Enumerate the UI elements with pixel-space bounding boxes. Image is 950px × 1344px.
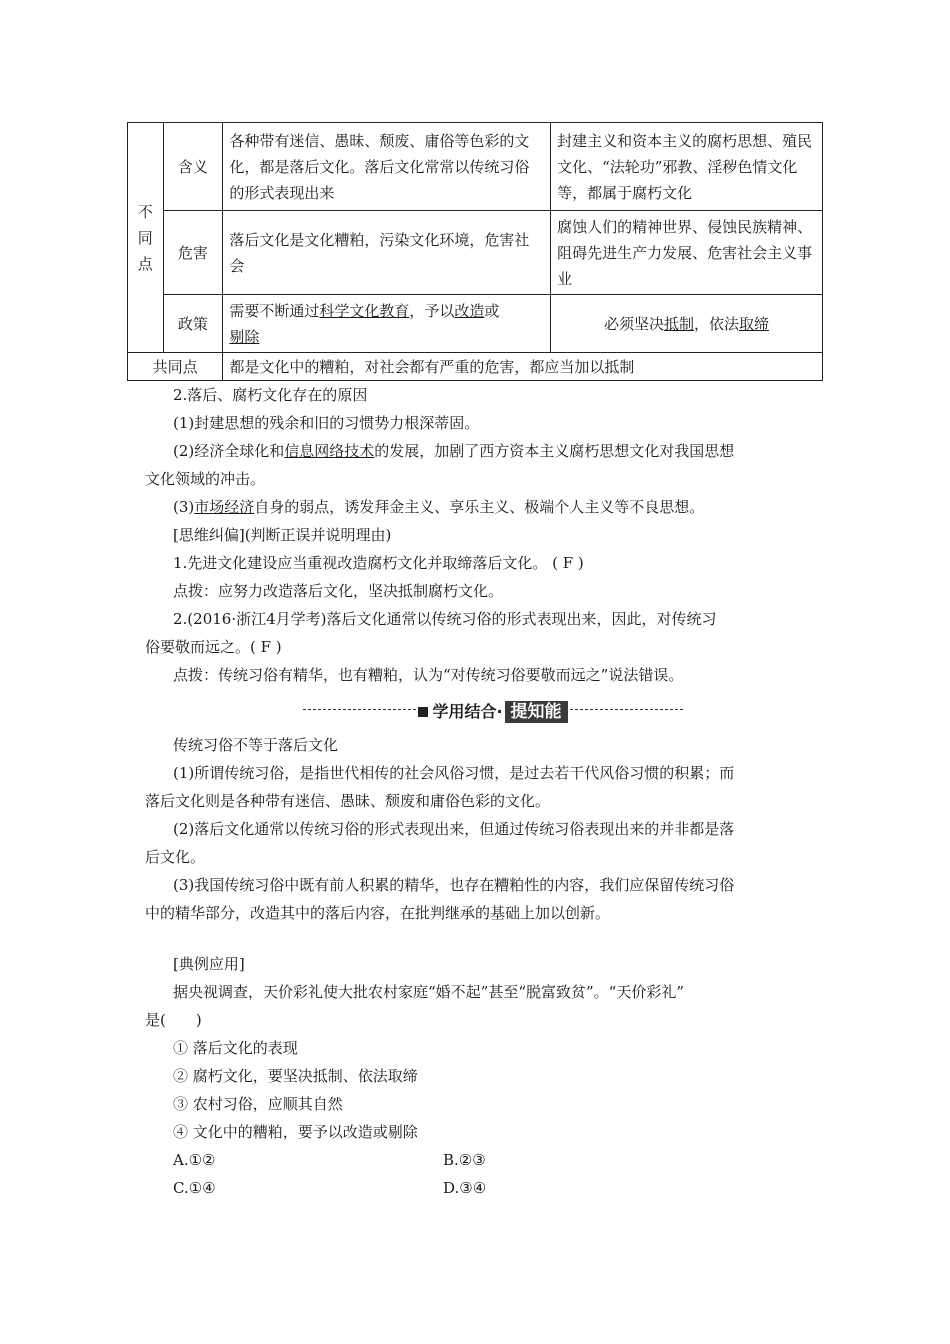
row-label-harm: 危害 (163, 211, 223, 295)
section-title: 学用结合· 提知能 (416, 697, 569, 722)
customs-point-2-continued: 后文化。 (145, 848, 206, 866)
judge-answer-2: 点拨：传统习俗有精华，也有糟粕，认为“对传统习俗要敬而远之”说法错误。 (173, 666, 684, 684)
comparison-table (127, 122, 823, 381)
backward-culture-policy: 需要不断通过科学文化教育，予以改造或 剔除 (223, 295, 551, 353)
customs-point-3-continued: 中的精华部分，改造其中的落后内容，在批判继承的基础上加以创新。 (145, 904, 611, 922)
example-stem: 据央视调查，天价彩礼使大批农村家庭“婚不起”甚至“脱富致贫”。“天价彩礼” (173, 983, 685, 1001)
section-badge: 提知能 (505, 701, 568, 723)
example-item-3: ③ 农村习俗，应顺其自然 (173, 1095, 343, 1113)
group-label-different: 不 同 点 (128, 123, 164, 353)
table-row (128, 353, 823, 381)
table-row (128, 211, 823, 295)
backward-culture-meaning: 各种带有迷信、愚昧、颓废、庸俗等色彩的文化，都是落后文化。落后文化常常以传统习俗的形式表现出来 (223, 123, 551, 211)
common-label: 共同点 (128, 353, 223, 381)
row-label-meaning: 含义 (163, 123, 223, 211)
example-item-2: ② 腐朽文化，要坚决抵制、依法取缔 (173, 1067, 418, 1085)
customs-point-1: (1)所谓传统习俗，是指世代相传的社会风俗习惯，是过去若干代风俗习惯的积累；而 (173, 764, 735, 782)
option-a: A.①② (173, 1151, 216, 1169)
customs-heading: 传统习俗不等于落后文化 (173, 736, 339, 754)
table-row (128, 123, 823, 211)
customs-point-2: (2)落后文化通常以传统习俗的形式表现出来，但通过传统习俗表现出来的并非都是落 (173, 820, 735, 838)
judge-question-2-continued: 俗要敬而远之。( F ) (145, 638, 282, 656)
customs-point-1-continued: 落后文化则是各种带有迷信、愚昧、颓废和庸俗色彩的文化。 (145, 792, 551, 810)
common-text: 都是文化中的糟粕，对社会都有严重的危害，都应当加以抵制 (223, 353, 823, 381)
decadent-culture-meaning: 封建主义和资本主义的腐朽思想、殖民文化、“法轮功”邪教、淫秽色情文化等，都属于腐朽文化 (551, 123, 823, 211)
reason-2-continued: 文化领域的冲击。 (145, 470, 266, 488)
decadent-culture-harm: 腐蚀人们的精神世界、侵蚀民族精神、阻碍先进生产力发展、危害社会主义事业 (551, 211, 823, 295)
section-divider (303, 694, 683, 724)
reason-3: (3)市场经济自身的弱点，诱发拜金主义、享乐主义、极端个人主义等不良思想。 (173, 498, 705, 516)
customs-point-3: (3)我国传统习俗中既有前人积累的精华，也存在糟粕性的内容，我们应保留传统习俗 (173, 876, 735, 894)
example-item-1: ① 落后文化的表现 (173, 1039, 298, 1057)
row-label-policy: 政策 (163, 295, 223, 353)
option-d: D.③④ (443, 1179, 487, 1197)
table-row (128, 295, 823, 353)
judge-question-1: 1.先进文化建设应当重视改造腐朽文化并取缔落后文化。 ( F ) (173, 554, 584, 572)
reasons-heading: 2.落后、腐朽文化存在的原因 (173, 386, 368, 404)
example-item-4: ④ 文化中的糟粕，要予以改造或剔除 (173, 1123, 418, 1141)
option-b: B.②③ (443, 1151, 486, 1169)
divider-line-right (570, 709, 683, 710)
judge-heading: [思维纠偏](判断正误并说明理由) (173, 526, 392, 544)
square-bullet-icon (418, 707, 428, 717)
decadent-culture-policy: 必须坚决抵制，依法取缔 (551, 295, 823, 353)
divider-line-left (303, 709, 416, 710)
judge-question-2: 2.(2016·浙江4月学考)落后文化通常以传统习俗的形式表现出来，因此，对传统习 (173, 610, 717, 628)
backward-culture-harm: 落后文化是文化糟粕，污染文化环境，危害社会 (223, 211, 551, 295)
reason-1: (1)封建思想的残余和旧的习惯势力根深蒂固。 (173, 414, 480, 432)
option-c: C.①④ (173, 1179, 216, 1197)
example-stem-continued: 是( ) (145, 1011, 202, 1029)
judge-answer-1: 点拨：应努力改造落后文化，坚决抵制腐朽文化。 (173, 582, 504, 600)
example-heading: [典例应用] (173, 955, 245, 973)
reason-2: (2)经济全球化和信息网络技术的发展，加剧了西方资本主义腐朽思想文化对我国思想 (173, 442, 735, 460)
